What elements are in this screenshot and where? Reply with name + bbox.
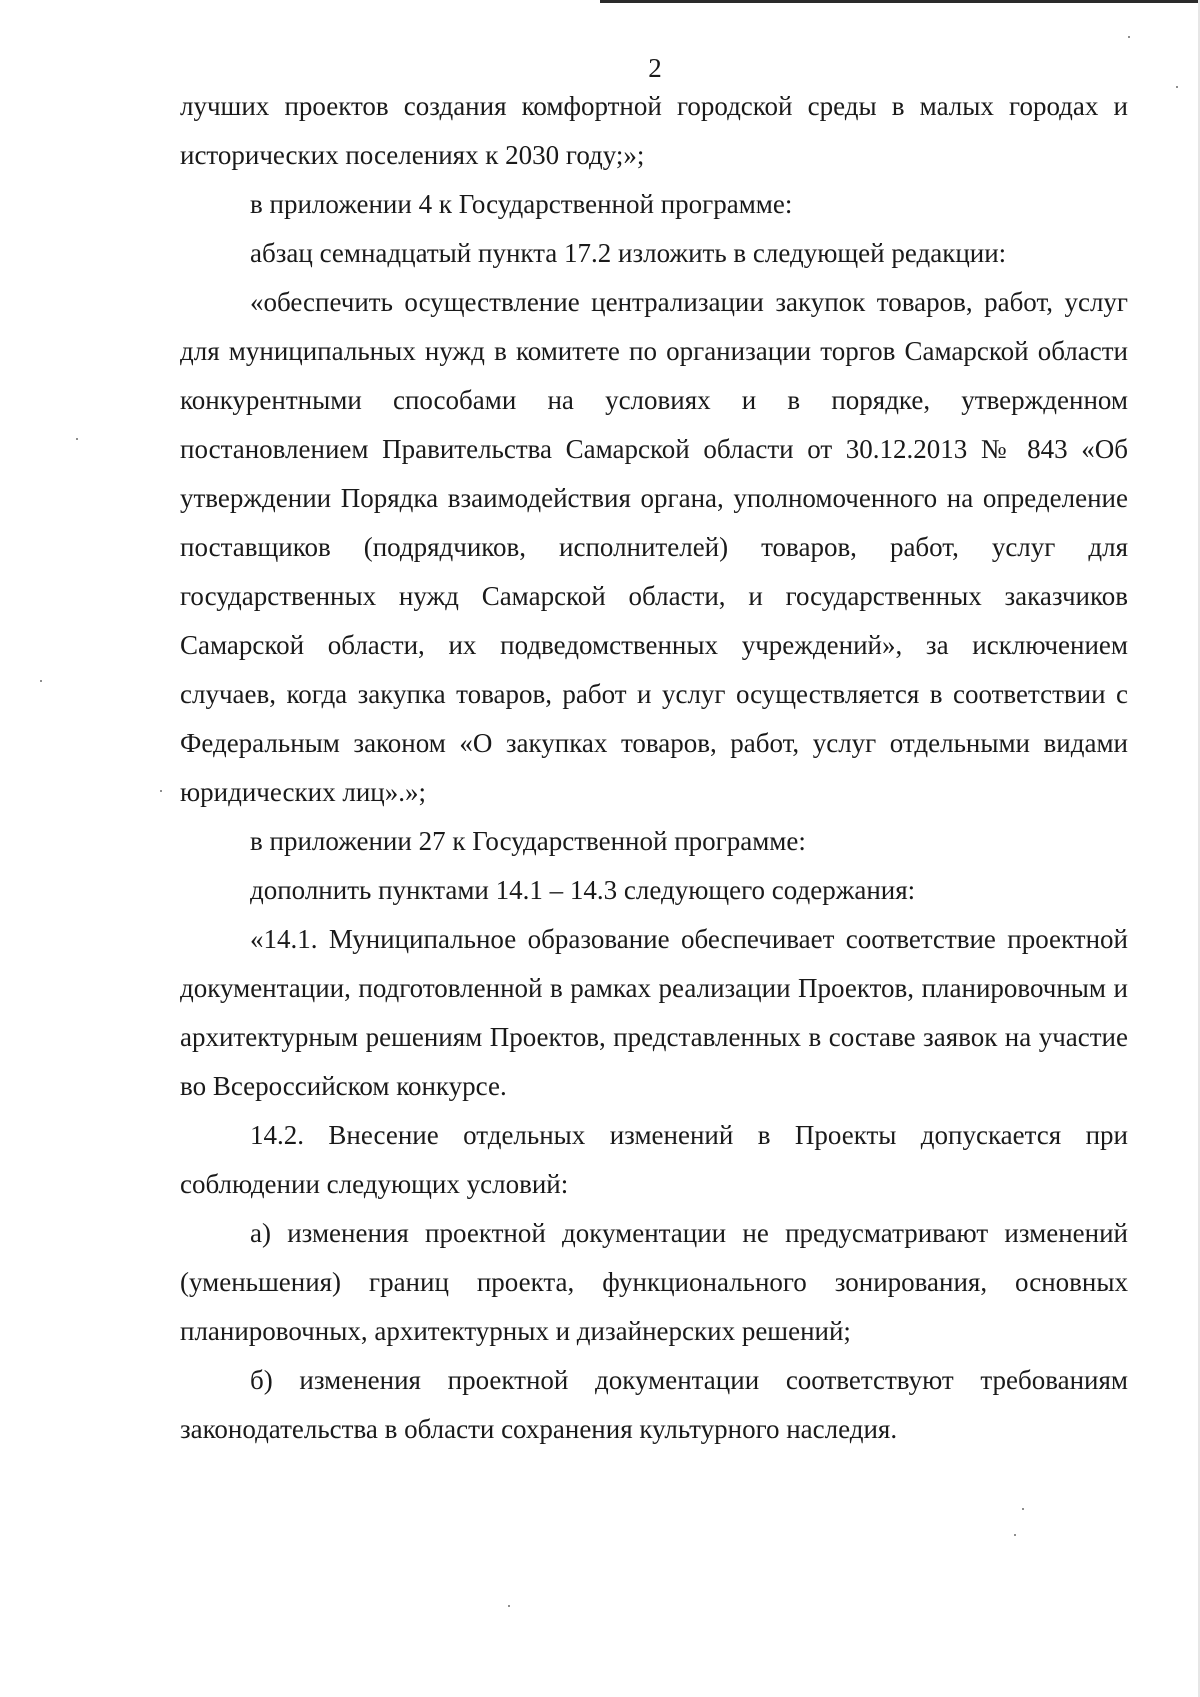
- paragraph-2: в приложении 4 к Государственной программе:: [250, 189, 793, 219]
- scan-speck: [1176, 86, 1178, 88]
- paragraph-5: в приложении 27 к Государственной программе:: [250, 826, 806, 856]
- paragraph-9: а) изменения проектной документации не предусматривают изменений (уменьшения) границ проекта, функционального зонирования, основных планировочных, архитектурных и дизайнерских решений;: [180, 1218, 1128, 1346]
- scan-speck: [40, 680, 42, 682]
- paragraph-8: 14.2. Внесение отдельных изменений в Проекты допускается при соблюдении следующих условий:: [180, 1120, 1128, 1199]
- document-body: [180, 82, 1128, 1454]
- page-number: 2: [648, 53, 662, 83]
- scan-speck: [76, 438, 78, 440]
- scan-speck: [160, 790, 162, 792]
- paragraph-7: «14.1. Муниципальное образование обеспечивает соответствие проектной документации, подготовленной в рамках реализации Проектов, планировочным и архитектурным решениям Проектов, представленных в составе заявок на участие во Всероссийском конкурсе.: [180, 924, 1128, 1101]
- paragraph-3: абзац семнадцатый пункта 17.2 изложить в следующей редакции:: [250, 238, 1007, 268]
- scan-top-border: [600, 0, 1200, 3]
- scan-speck: [1022, 1508, 1024, 1510]
- paragraph-6: дополнить пунктами 14.1 – 14.3 следующего содержания:: [250, 875, 916, 905]
- scan-speck: [508, 1605, 510, 1607]
- scan-speck: [1014, 1534, 1016, 1536]
- paragraph-4: «обеспечить осуществление централизации закупок товаров, работ, услуг для муниципальных нужд в комитете по организации торгов Самарской области конкурентными способами на условиях и в порядке, утвержденном постановлением Правительства Самарской области от 30.12.2013 № 843 «Об утверждении Порядка взаимодействия органа, уполномоченного на определение поставщиков (подрядчиков, исполнителей) товаров, работ, услуг для государственных нужд Самарской области, и государственных заказчиков Самарской области, их подведомственных учреждений», за исключением случаев, когда закупка товаров, работ и услуг осуществляется в соответствии с Федеральным законом «О закупках товаров, работ, услуг отдельными видами юридических лиц».»;: [180, 287, 1128, 807]
- paragraph-10: б) изменения проектной документации соответствуют требованиям законодательства в области сохранения культурного наследия.: [180, 1365, 1128, 1444]
- scan-speck: [1128, 36, 1130, 38]
- paragraph-1: лучших проектов создания комфортной городской среды в малых городах и исторических поселениях к 2030 году;»;: [180, 91, 1128, 170]
